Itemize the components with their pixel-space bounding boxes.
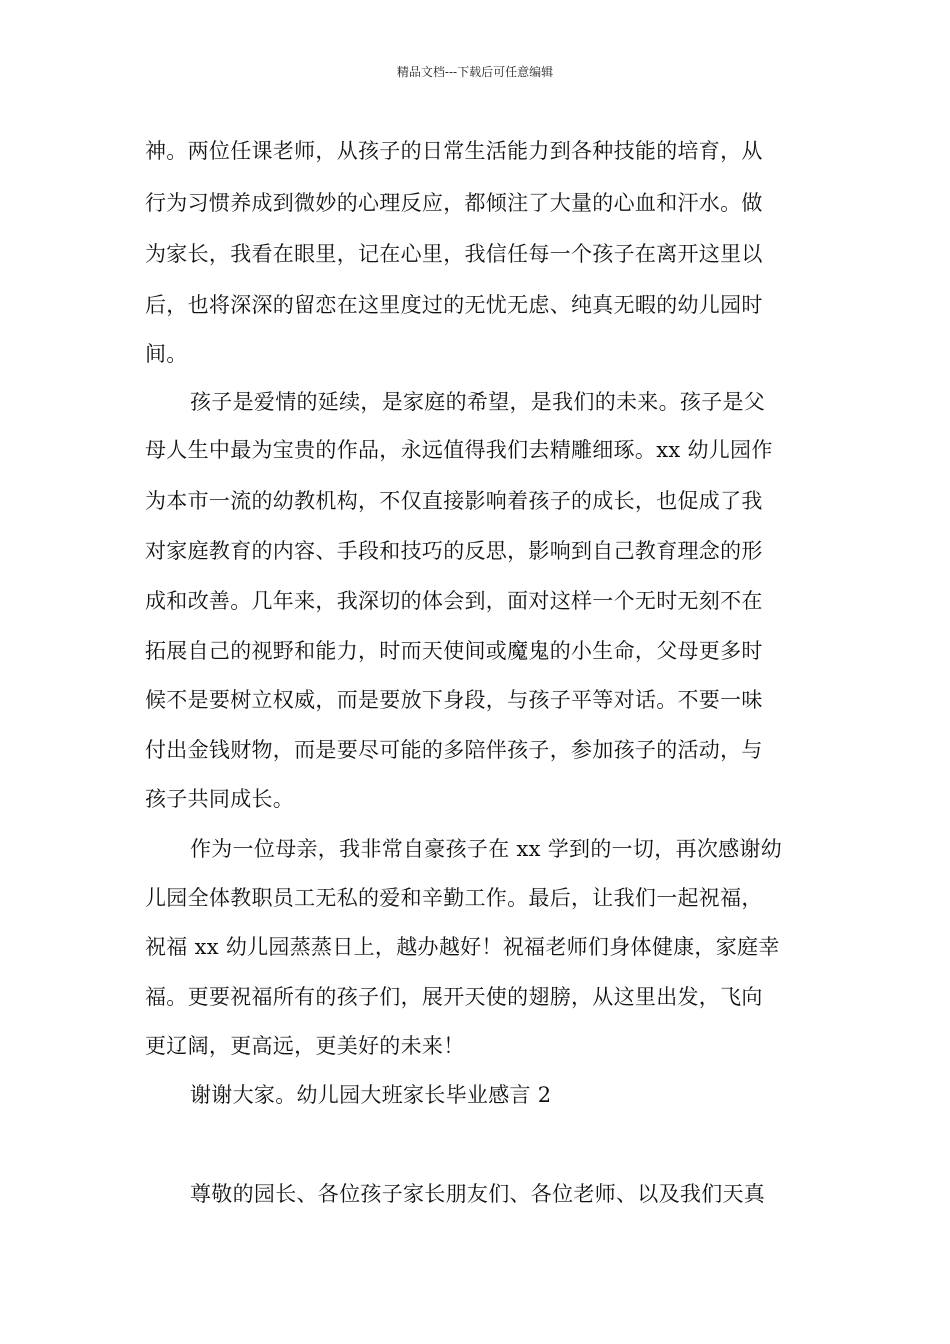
page-header: 精品文档---下载后可任意编辑 bbox=[396, 65, 554, 79]
text-line: 神。两位任课老师，从孩子的日常生活能力到各种技能的培育，从 bbox=[145, 139, 763, 163]
text-line: 祝福 xx 幼儿园蒸蒸日上，越办越好！祝福老师们身体健康，家庭幸 bbox=[145, 935, 780, 959]
text-line: 孩子共同成长。 bbox=[145, 787, 295, 811]
text-line: 候不是要树立权威，而是要放下身段，与孩子平等对话。不要一味 bbox=[145, 688, 763, 712]
text-line: 孩子是爱情的延续，是家庭的希望，是我们的未来。孩子是父 bbox=[190, 390, 766, 414]
text-line: 更辽阔，更高远，更美好的未来！ bbox=[145, 1034, 465, 1058]
text-line: 行为习惯养成到微妙的心理反应，都倾注了大量的心血和汗水。做 bbox=[145, 191, 763, 215]
text-line: 付出金钱财物，而是要尽可能的多陪伴孩子，参加孩子的活动，与 bbox=[145, 738, 763, 762]
text-line: 母人生中最为宝贵的作品，永远值得我们去精雕细琢。xx 幼儿园作 bbox=[145, 438, 773, 462]
text-line: 作为一位母亲，我非常自豪孩子在 xx 学到的一切，再次感谢幼 bbox=[190, 837, 783, 861]
text-line: 拓展自己的视野和能力，时而天使间或魔鬼的小生命，父母更多时 bbox=[145, 639, 763, 663]
text-line: 间。 bbox=[145, 342, 188, 366]
text-line: 成和改善。几年来，我深切的体会到，面对这样一个无时无刻不在 bbox=[145, 589, 763, 613]
text-line: 为本市一流的幼教机构，不仅直接影响着孩子的成长，也促成了我 bbox=[145, 489, 763, 513]
text-line: 福。更要祝福所有的孩子们，展开天使的翅膀，从这里出发，飞向 bbox=[145, 985, 763, 1009]
text-line: 谢谢大家。幼儿园大班家长毕业感言 2 bbox=[190, 1083, 552, 1107]
text-line: 为家长，我看在眼里，记在心里，我信任每一个孩子在离开这里以 bbox=[145, 242, 763, 266]
text-line: 对家庭教育的内容、手段和技巧的反思，影响到自己教育理念的形 bbox=[145, 539, 763, 563]
text-line: 后，也将深深的留恋在这里度过的无忧无虑、纯真无暇的幼儿园时 bbox=[145, 293, 763, 317]
text-line: 尊敬的园长、各位孩子家长朋友们、各位老师、以及我们天真 bbox=[190, 1182, 766, 1206]
text-line: 儿园全体教职员工无私的爱和辛勤工作。最后，让我们一起祝福， bbox=[145, 886, 763, 910]
